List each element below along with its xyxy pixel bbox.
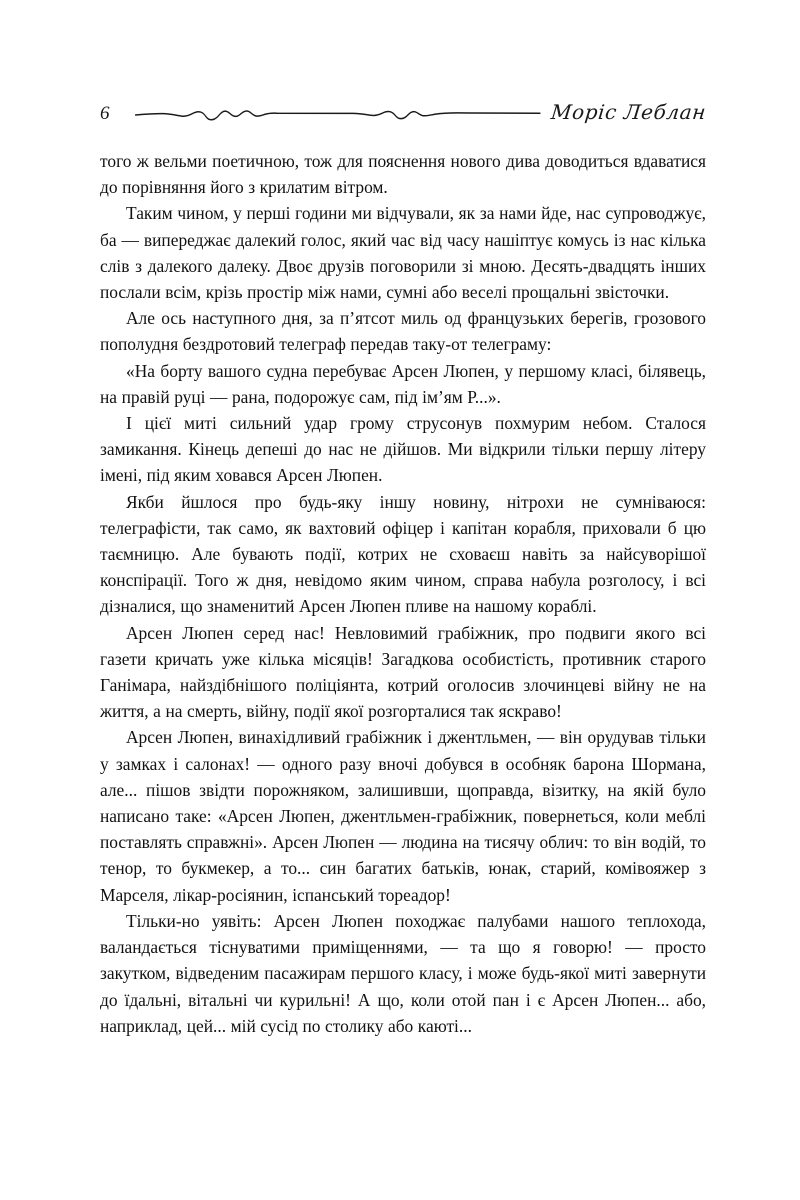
paragraph: Таким чином, у перші години ми відчували, як за нами йде, нас супроводжує, ба — випереджає далекий голос, який час від часу нашіптує комусь із нас кілька слів з далекого далеку. Двоє друзів поговорили зі мною. Десять-двадцять інших послали всім, крізь простір між нами, сумні або веселі прощальні звісточки. [100,203,706,303]
paragraph: того ж вельми поетичною, тож для пояснення нового дива доводиться вдаватися до порівняння його з крилатим вітром. [100,151,706,198]
body-text-column [100,148,706,1039]
paragraph: Якби йшлося про будь-яку іншу новину, нітрохи не сумніваюся: телеграфісти, так само, як вахтовий офіцер і капітан корабля, приховали б цю таємницю. Але бувають події, котрих не сховаєш навіть за найсуворішої конспірації. Того ж дня, невідомо яким чином, справа набула розголосу, і всі дізналися, що знаменитий Арсен Люпен пливе на нашому кораблі. [100,491,706,617]
paragraph: Арсен Люпен, винахідливий грабіжник і джентльмен, — він орудував тільки у замках і салонах! — одного разу вночі добувся в особняк барона Шормана, але... пішов звідти порожняком, залишивши, щоправда, візитку, на якій було написано таке: «Арсен Люпен, джентльмен-грабіжник, повернеться, коли меблі поставлять справжні». Арсен Люпен — людина на тисячу облич: то він водій, то тенор, то букмекер, а то... син багатих батьків, юнак, старий, комівояжер з Марселя, лікар-росіянин, іспанський тореадор! [100,727,706,905]
page-number: 6 [100,102,110,124]
paragraph: Тільки-но уявіть: Арсен Люпен походжає палубами нашого теплохода, валандається тіснуватими приміщеннями, — та що я говорю! — просто закутком, відведеним пасажирам першого класу, і може будь-якої миті завернути до їдальні, вітальні чи курильні! А що, коли отой пан і є Арсен Люпен... або, наприклад, цей... мій сусід по столику або каюті... [100,910,706,1036]
paragraph: Але ось наступного дня, за п’ятсот миль од французьких берегів, грозового пополудня бездротовий телеграф передав таку-от телеграму: [100,308,706,355]
paragraph: І цієї миті сильний удар грому струсонув похмурим небом. Сталося замикання. Кінець депеші до нас не дійшов. Ми відкрили тільки першу літеру імені, під яким ховався Арсен Люпен. [100,413,706,486]
paragraph: «На борту вашого судна перебуває Арсен Люпен, у першому класі, білявець, на правій руці — рана, подорожує сам, під ім’ям Р...». [100,360,706,407]
author-name: Моріс Леблан [549,100,708,124]
running-head [100,92,706,134]
paragraph: Арсен Люпен серед нас! Невловимий грабіжник, про подвиги якого всі газети кричать уже кілька місяців! Загадкова особистість, противник старого Ганімара, найздібнішого поліціянта, котрий оголосив злочинцеві війну не на життя, а на смерть, війну, події якої розгорталися так яскраво! [100,622,706,722]
ornamental-wavy-rule-icon [134,100,543,126]
